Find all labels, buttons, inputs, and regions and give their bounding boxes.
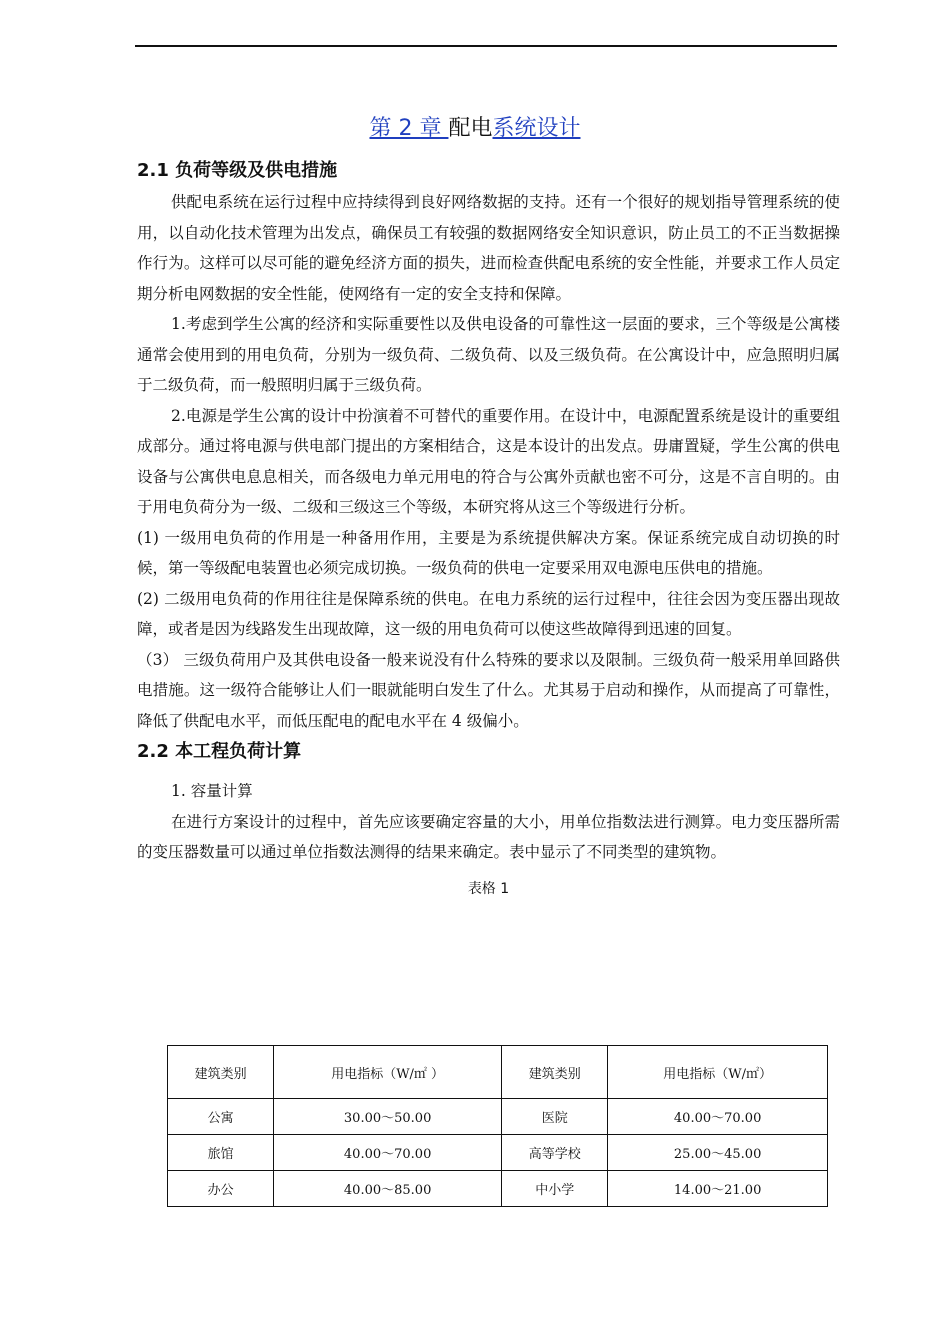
table-header-cell: 建筑类别 bbox=[502, 1046, 608, 1099]
paragraph: 在进行方案设计的过程中，首先应该要确定容量的大小，用单位指数法进行测算。电力变压器所需的变压器数量可以通过单位指数法测得的结果来确定。表中显示了不同类型的建筑物。 bbox=[137, 812, 840, 861]
list-item: (2) 二级用电负荷的作用往往是保障系统的供电。在电力系统的运行过程中，往往会因为变压器出现故障，或者是因为线路发生出现故障，这一级的用电负荷可以使这些故障得到迅速的回复。 bbox=[137, 589, 840, 638]
table-header-cell: 建筑类别 bbox=[168, 1046, 274, 1099]
table-cell: 40.00～70.00 bbox=[608, 1099, 828, 1135]
load-index-table bbox=[167, 1045, 828, 1207]
header-rule bbox=[135, 45, 837, 47]
subsection-heading: 1. 容量计算 bbox=[171, 782, 253, 800]
paragraph: 供配电系统在运行过程中应持续得到良好网络数据的支持。还有一个很好的规划指导管理系统的使用，以自动化技术管理为出发点，确保员工有较强的数据网络安全知识意识，防止员工的不正当数据操作行为。这样可以尽可能的避免经济方面的损失，进而检查供配电系统的安全性能，并要求工作人员定期分析电网数据的安全性能，使网络有一定的安全支持和保障。 bbox=[137, 193, 840, 303]
table-caption: 表格 1 bbox=[467, 880, 510, 897]
chapter-title bbox=[0, 112, 950, 146]
chapter-title-middle: 配电 bbox=[448, 116, 493, 141]
table-header-cell: 用电指标（W/㎡） bbox=[608, 1046, 828, 1099]
table-cell: 40.00～85.00 bbox=[274, 1171, 502, 1207]
paragraph: 1.考虑到学生公寓的经济和实际重要性以及供电设备的可靠性这一层面的要求，三个等级是公寓楼通常会使用到的用电负荷，分别为一级负荷、二级负荷、以及三级负荷。在公寓设计中，应急照明归属于二级负荷，而一般照明归属于三级负荷。 bbox=[137, 315, 840, 394]
table-header-row bbox=[168, 1046, 828, 1099]
table-row bbox=[168, 1171, 828, 1207]
chapter-title-link-suffix[interactable]: 系统设计 bbox=[492, 116, 581, 141]
document-body bbox=[137, 155, 840, 900]
table-cell: 公寓 bbox=[168, 1099, 274, 1135]
table-cell: 40.00～70.00 bbox=[274, 1135, 502, 1171]
table-cell: 医院 bbox=[502, 1099, 608, 1135]
chapter-title-link-prefix[interactable]: 第 2 章 bbox=[369, 116, 449, 141]
list-item: （3） 三级负荷用户及其供电设备一般来说没有什么特殊的要求以及限制。三级负荷一般采用单回路供电措施。这一级符合能够让人们一眼就能明白发生了什么。尤其易于启动和操作，从而提高了可靠性，降低了供配电水平，而低压配电的配电水平在 4 级偏小。 bbox=[137, 650, 840, 730]
section-heading-2-2: 2.2 本工程负荷计算 bbox=[137, 741, 302, 762]
section-heading-2-1: 2.1 负荷等级及供电措施 bbox=[137, 160, 338, 181]
table-row bbox=[168, 1099, 828, 1135]
paragraph: 2.电源是学生公寓的设计中扮演着不可替代的重要作用。在设计中，电源配置系统是设计的重要组成部分。通过将电源与供电部门提出的方案相结合，这是本设计的出发点。毋庸置疑，学生公寓的供电设备与公寓供电息息相关，而各级电力单元用电的符合与公寓外贡献也密不可分，这是不言自明的。由于用电负荷分为一级、二级和三级这三个等级，本研究将从这三个等级进行分析。 bbox=[137, 406, 840, 516]
table-cell: 旅馆 bbox=[168, 1135, 274, 1171]
table-row bbox=[168, 1135, 828, 1171]
table-cell: 14.00～21.00 bbox=[608, 1171, 828, 1207]
list-item: (1) 一级用电负荷的作用是一种备用作用，主要是为系统提供解决方案。保证系统完成自动切换的时候，第一等级配电装置也必须完成切换。一级负荷的供电一定要采用双电源电压供电的措施。 bbox=[137, 528, 840, 577]
table-cell: 中小学 bbox=[502, 1171, 608, 1207]
table-cell: 办公 bbox=[168, 1171, 274, 1207]
table-cell: 25.00～45.00 bbox=[608, 1135, 828, 1171]
table-header-cell: 用电指标（W/㎡ ） bbox=[274, 1046, 502, 1099]
table-cell: 高等学校 bbox=[502, 1135, 608, 1171]
table-cell: 30.00～50.00 bbox=[274, 1099, 502, 1135]
